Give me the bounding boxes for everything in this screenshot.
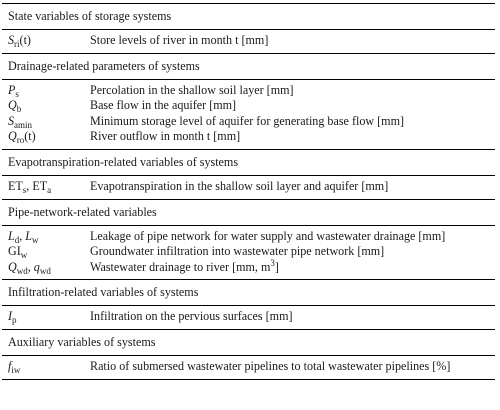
table-row — [2, 179, 495, 195]
variables-table — [2, 3, 495, 380]
description-cell: Wastewater drainage to river [mm, $m^3$] — [90, 257, 279, 274]
symbol-cell: $Q_{ro}(t)$ — [8, 129, 36, 146]
section-body-pipe-network — [2, 226, 495, 281]
symbol-cell: $GI_w$ — [8, 244, 28, 261]
section-title-drainage-parameters: Drainage-related parameters of systems — [2, 54, 495, 80]
description-cell: Infiltration on the pervious surfaces [mm] — [90, 309, 293, 324]
description-cell: Groundwater infiltration into wastewater pipe network [mm] — [90, 244, 385, 259]
symbol-cell: $L_d$, $L_w$ — [8, 228, 39, 245]
section-body-auxiliary — [2, 356, 495, 380]
symbol-cell: $S_{amin}$ — [8, 113, 33, 130]
table-row — [2, 33, 495, 49]
section-body-state-variables — [2, 30, 495, 54]
section-title-state-variables: State variables of storage systems — [2, 4, 495, 30]
section-body-drainage-parameters — [2, 80, 495, 150]
symbol-cell: $P_s$ — [8, 82, 19, 99]
table-row — [2, 257, 495, 276]
description-cell: Store levels of river in month t [mm] — [90, 33, 269, 47]
symbol-cell: $Q_b$ — [8, 98, 22, 115]
description-cell: Percolation in the shallow soil layer [mm] — [90, 82, 294, 97]
table-row — [2, 129, 495, 145]
table-row — [2, 309, 495, 325]
table-row — [2, 114, 495, 130]
description-cell: Leakage of pipe network for water supply and wastewater drainage [mm] — [90, 228, 446, 243]
table-row — [2, 229, 495, 245]
section-title-pipe-network: Pipe-network-related variables — [2, 200, 495, 226]
symbol-cell: $f_{iw}$ — [8, 358, 21, 375]
section-body-infiltration — [2, 306, 495, 330]
description-cell: River outflow in month t [mm] — [90, 129, 241, 144]
symbol-cell: $S_{ri}(t)$ — [8, 33, 31, 49]
table-row — [2, 98, 495, 114]
table-row — [2, 244, 495, 260]
table-row — [2, 359, 495, 375]
description-cell: Minimum storage level of aquifer for generating base flow [mm] — [90, 113, 405, 128]
symbol-cell: $I_p$ — [8, 309, 17, 326]
description-cell: Base flow in the aquifer [mm] — [90, 98, 237, 113]
section-title-infiltration: Infiltration-related variables of systems — [2, 280, 495, 306]
description-cell: Ratio of submersed wastewater pipelines to total wastewater pipelines [%] — [90, 358, 451, 373]
section-title-evapotranspiration: Evapotranspiration-related variables of systems — [2, 150, 495, 176]
symbol-cell: $ET_s$, $ET_a$ — [8, 178, 52, 195]
table-row — [2, 83, 495, 99]
symbol-cell: $Q_{wd}$, $q_{wd}$ — [8, 259, 51, 276]
section-title-auxiliary: Auxiliary variables of systems — [2, 330, 495, 356]
section-body-evapotranspiration — [2, 176, 495, 200]
description-cell: Evapotranspiration in the shallow soil layer and aquifer [mm] — [90, 178, 389, 193]
